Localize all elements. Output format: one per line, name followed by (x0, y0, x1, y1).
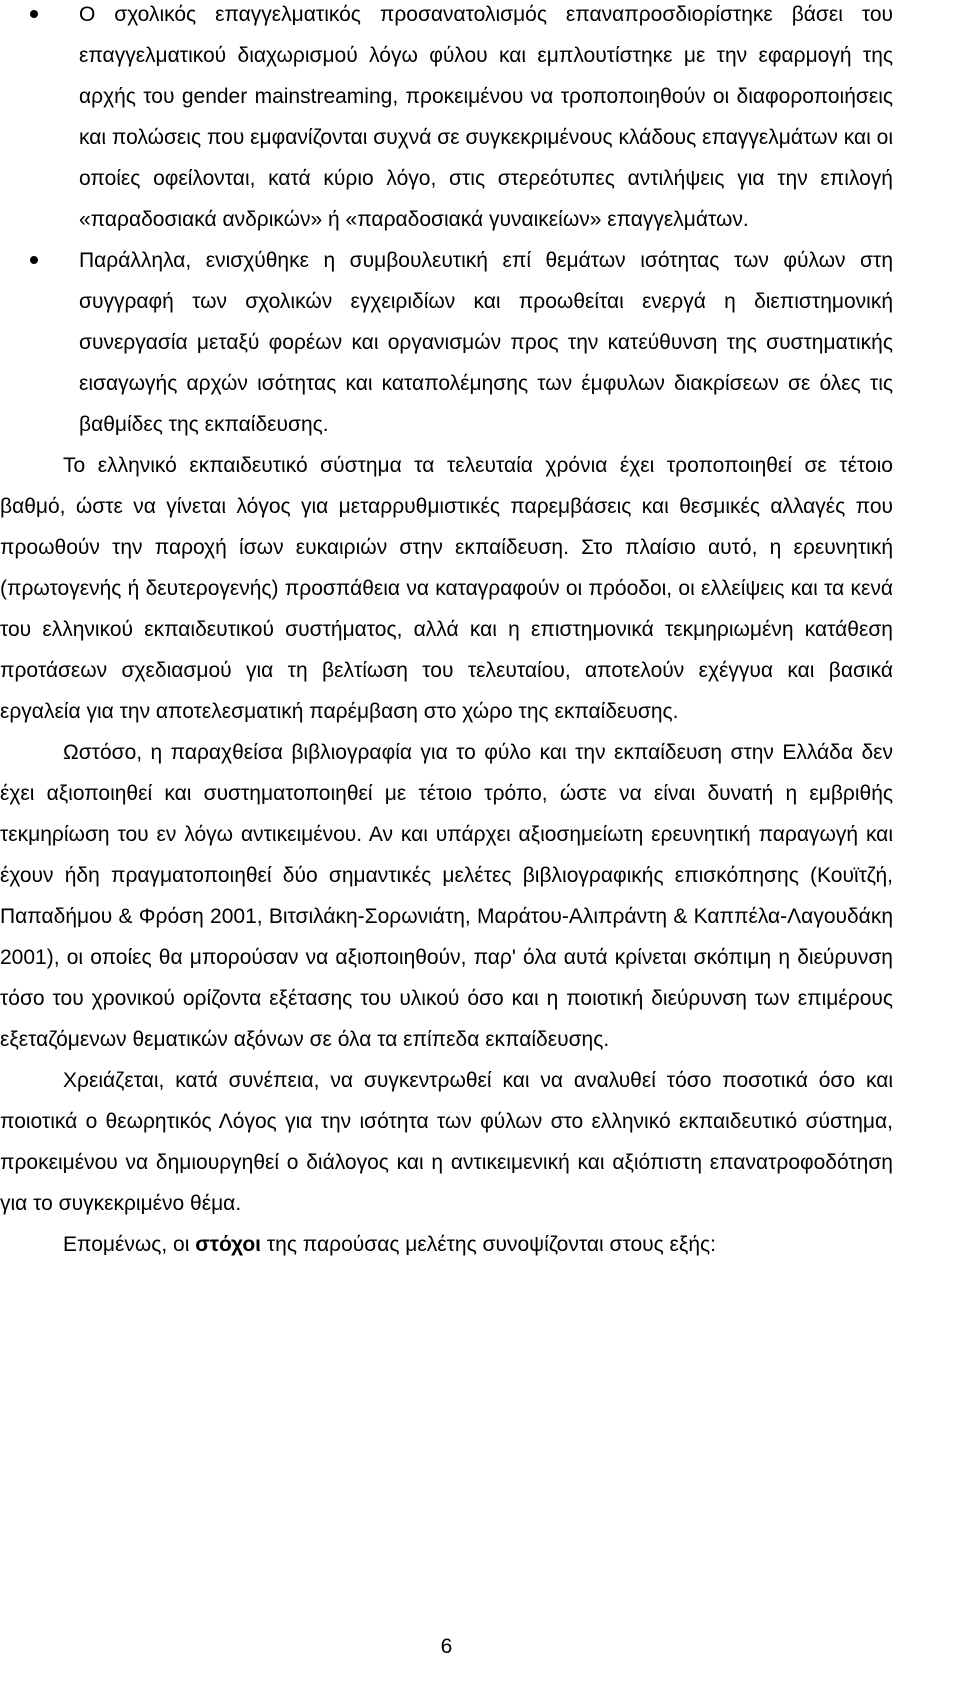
bullet-item (0, 240, 893, 445)
page-number: 6 (440, 1635, 453, 1658)
bullet-icon (30, 10, 38, 18)
bullet-list (0, 0, 893, 445)
bullet-text: Παράλληλα, ενισχύθηκε η συμβουλευτική επί θεμάτων ισότητας των φύλων στη συγγραφή των σχολικών εγχειριδίων και προωθείται ενεργά η διεπιστημονική συνεργασία μεταξύ φορέων και οργανισμών προς την κατεύθυνση της συστηματικής εισαγωγής αρχών ισότητας και καταπολέμησης των έμφυλων διακρίσεων σε όλες τις βαθμίδες της εκπαίδευσης. (79, 249, 893, 436)
closing-paragraph (0, 1224, 893, 1265)
closing-text-before: Επομένως, οι (63, 1233, 196, 1256)
bullet-text: Ο σχολικός επαγγελματικός προσανατολισμός επαναπροσδιορίστηκε βάσει του επαγγελματικού διαχωρισμού λόγω φύλου και εμπλουτίστηκε με την εφαρμογή της αρχής του gender mainstreaming, προκειμένου να τροποποιηθούν οι διαφοροποιήσεις και πολώσεις που εμφανίζονται συχνά σε συγκεκριμένους κλάδους επαγγελμάτων και οι οποίες οφείλονται, κατά κύριο λόγο, στις στερεότυπες αντιλήψεις για την επιλογή «παραδοσιακά ανδρικών» ή «παραδοσιακά γυναικείων» επαγγελμάτων. (79, 3, 893, 231)
closing-bold-keyword: στόχοι (195, 1233, 262, 1256)
bullet-item (0, 0, 893, 240)
closing-text-after: της παρούσας μελέτης συνοψίζονται στους εξής: (261, 1233, 716, 1256)
paragraph: Χρειάζεται, κατά συνέπεια, να συγκεντρωθεί και να αναλυθεί τόσο ποσοτικά όσο και ποιοτικά ο θεωρητικός Λόγος για την ισότητα των φύλων στο ελληνικό εκπαιδευτικό σύστημα, προκειμένου να δημιουργηθεί ο διάλογος και η αντικειμενική και αξιόπιστη επανατροφοδότηση για το συγκεκριμένο θέμα. (0, 1069, 893, 1215)
bullet-icon (30, 256, 38, 264)
paragraph: Το ελληνικό εκπαιδευτικό σύστημα τα τελευταία χρόνια έχει τροποποιηθεί σε τέτοιο βαθμό, ώστε να γίνεται λόγος για μεταρρυθμιστικές παρεμβάσεις και θεσμικές αλλαγές που προωθούν την παροχή ίσων ευκαιριών στην εκπαίδευση. Στο πλαίσιο αυτό, η ερευνητική (πρωτογενής ή δευτερογενής) προσπάθεια να καταγραφούν οι πρόοδοι, οι ελλείψεις και τα κενά του ελληνικού εκπαιδευτικού συστήματος, αλλά και η επιστημονικά τεκμηριωμένη κατάθεση προτάσεων σχεδιασμού για τη βελτίωση του τελευταίου, αποτελούν εχέγγυα και βασικά εργαλεία για την αποτελεσματική παρέμβαση στο χώρο της εκπαίδευσης. (0, 454, 893, 723)
paragraph: Ωστόσο, η παραχθείσα βιβλιογραφία για το φύλο και την εκπαίδευση στην Ελλάδα δεν έχει αξιοποιηθεί και συστηματοποιηθεί με τέτοιο τρόπο, ώστε να είναι δυνατή η εμβριθής τεκμηρίωση του εν λόγω αντικειμένου. Αν και υπάρχει αξιοσημείωτη ερευνητική παραγωγή και έχουν ήδη πραγματοποιηθεί δύο σημαντικές μελέτες βιβλιογραφικής επισκόπησης (Κουϊτζή, Παπαδήμου & Φρόση 2001, Βιτσιλάκη-Σορωνιάτη, Μαράτου-Αλιπράντη & Καππέλα-Λαγουδάκη 2001), οι οποίες θα μπορούσαν να αξιοποιηθούν, παρ' όλα αυτά κρίνεται σκόπιμη η διεύρυνση τόσο του χρονικού ορίζοντα εξέτασης του υλικού όσο και η ποιοτική διεύρυνση των επιμέρους εξεταζόμενων θεματικών αξόνων σε όλα τα επίπεδα εκπαίδευσης. (0, 741, 893, 1051)
